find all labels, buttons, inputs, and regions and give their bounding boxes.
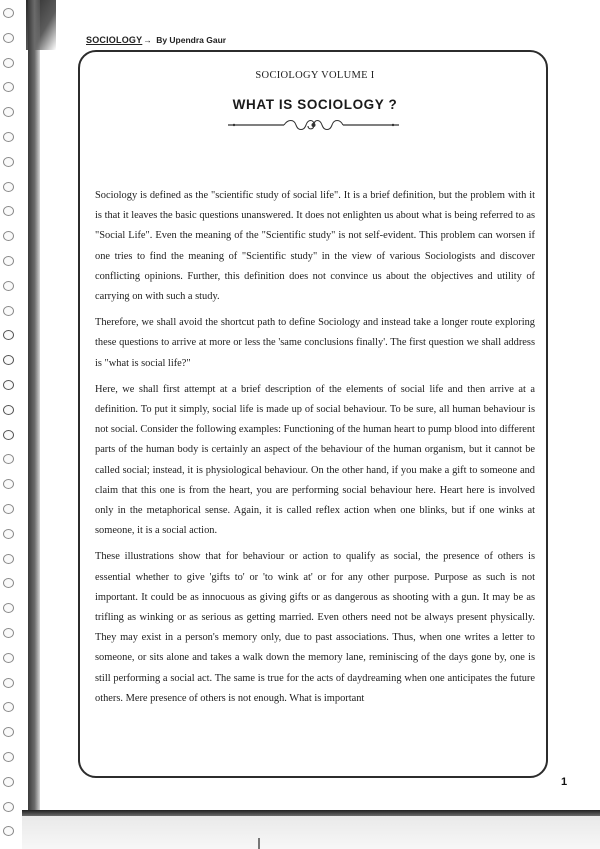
binder-ring-hole: [3, 504, 14, 514]
binder-ring-hole: [3, 777, 14, 787]
binder-ring-hole: [3, 33, 14, 43]
binder-ring-hole: [3, 826, 14, 836]
arrow-icon: →: [143, 35, 152, 45]
page-number: 1: [561, 776, 568, 788]
binder-ring-hole: [3, 653, 14, 663]
binder-ring-hole: [3, 702, 14, 712]
binder-ring-hole: [3, 82, 14, 92]
binder-ring-hole: [3, 454, 14, 464]
binder-rings: [0, 0, 24, 849]
running-header: [86, 35, 226, 45]
binding-shadow: [28, 0, 40, 815]
paragraph-3: Here, we shall first attempt at a brief description of the elements of social life and then arrive at a definition. To put it simply, social life is made up of social behaviour. To be sure, all human behaviour is not social. Consider the following examples: Functioning of the human heart to pump blood into different parts of the human body is certainly an aspect of the behaviour of the human organism, but it cannot be called social; instead, it is physiological behaviour. On the other hand, if you make a gift to someone and claim that this one is from the heart, you are performing social behaviour here. Heart here is involved only in the metaphorical sense. Again, it is called reflex action when one blinks, but if one winks at someone, it is a social action.: [95, 383, 535, 537]
binder-ring-hole: [3, 107, 14, 117]
binder-ring-hole: [3, 256, 14, 266]
binder-ring-hole: [3, 603, 14, 613]
binder-ring-hole: [3, 306, 14, 316]
binder-ring-hole: [3, 132, 14, 142]
binder-ring-hole: [3, 281, 14, 291]
binder-ring-hole: [3, 355, 14, 365]
binder-ring-hole: [3, 628, 14, 638]
binder-ring-hole: [3, 802, 14, 812]
binder-ring-hole: [3, 8, 14, 18]
binder-ring-hole: [3, 479, 14, 489]
binder-ring-hole: [3, 157, 14, 167]
bottom-tick-mark: [258, 838, 260, 849]
paragraph-4: These illustrations show that for behaviour or action to qualify as social, the presence of others is essential whether to give 'gifts to' or 'to wink at' or for any other purpose. Purpose as such is not important. It could be as innocuous as giving gifts or as dangerous as shooting with a gun. It may be as trifling as winking or as serious as getting married. Even others need not be always present physically. They may exist in a person's memory only, due to past associations. Thus, when one writes a letter to someone, or sits alone and takes a walk down the memory lane, reminiscing of the days gone by, one is still performing a social act. The same is true for the acts of daydreaming when one anticipates the future others. Mere presence of others is not enough. What is important: [95, 551, 535, 704]
volume-title: SOCIOLOGY VOLUME I: [255, 70, 375, 81]
binder-ring-hole: [3, 529, 14, 539]
binder-ring-hole: [3, 430, 14, 440]
binder-ring-hole: [3, 554, 14, 564]
title-ornament-icon: [226, 118, 401, 132]
header-brand: SOCIOLOGY: [86, 35, 143, 45]
paragraph-1: Sociology is defined as the "scientific study of social life". It is a brief definition, but the problem with it is that it leaves the basic questions unanswered. It does not enlighten us about what is being referred to as "Social Life". Even the meaning of the "Scientific study" is not self-evident. This problem can worsen if one tries to find the meaning of "Scientific study" in the view of various Sociologists and discover conflicting opinions. Further, this definition does not convince us about the objectives and utility of carrying on with such a study.: [95, 190, 535, 303]
body-text: [95, 186, 535, 715]
binder-ring-hole: [3, 206, 14, 216]
binder-ring-hole: [3, 727, 14, 737]
header-author: By Upendra Gaur: [156, 35, 227, 45]
binder-ring-hole: [3, 405, 14, 415]
binder-ring-hole: [3, 380, 14, 390]
binder-ring-hole: [3, 330, 14, 340]
binder-ring-hole: [3, 182, 14, 192]
binder-ring-hole: [3, 58, 14, 68]
binder-ring-hole: [3, 752, 14, 762]
binder-ring-hole: [3, 231, 14, 241]
binder-ring-hole: [3, 678, 14, 688]
page-bottom-margin: [22, 816, 600, 849]
chapter-title: WHAT IS SOCIOLOGY ?: [232, 97, 398, 112]
paragraph-2: Therefore, we shall avoid the shortcut path to define Sociology and instead take a longer route exploring these questions to arrive at more or less the 'same conclusions finally'. The first question we shall address is "what is social life?": [95, 317, 535, 369]
binder-ring-hole: [3, 578, 14, 588]
